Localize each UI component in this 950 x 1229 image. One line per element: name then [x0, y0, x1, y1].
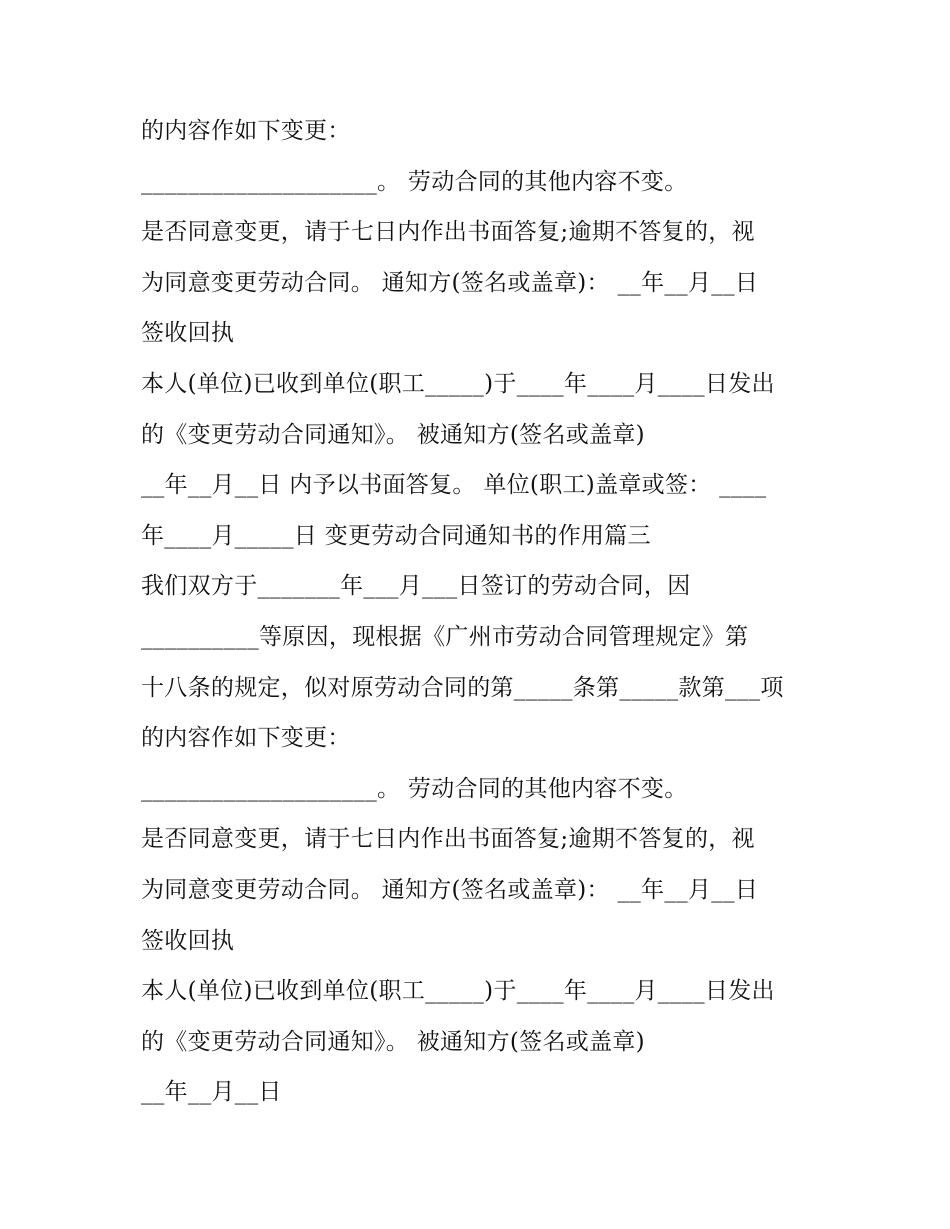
text-line: 的《变更劳动合同通知》。 被通知方(签名或盖章) — [141, 421, 645, 448]
text-line: 的《变更劳动合同通知》。 被通知方(签名或盖章) — [141, 1028, 645, 1055]
text-line: 签收回执 — [141, 320, 235, 347]
section-heading-line: 年____月_____日 变更劳动合同通知书的作用篇三 — [141, 522, 651, 549]
text-line: ____________________。 劳动合同的其他内容不变。 — [141, 775, 688, 802]
text-line: __年__月__日 — [141, 1079, 282, 1106]
text-line: 我们双方于_______年___月___日签订的劳动合同，因 — [141, 573, 691, 600]
text-line: 是否同意变更，请于七日内作出书面答复;逾期不答复的，视 — [141, 826, 755, 853]
document-body — [141, 106, 821, 1118]
text-line: 为同意变更劳动合同。 通知方(签名或盖章)： __年__月__日 — [141, 269, 759, 296]
text-line: __________等原因，现根据《广州市劳动合同管理规定》第 — [141, 623, 749, 650]
text-line: 的内容作如下变更： — [141, 725, 351, 752]
text-line: 签收回执 — [141, 927, 235, 954]
text-line: 本人(单位)已收到单位(职工_____)于____年____月____日发出 — [141, 978, 775, 1005]
text-line: 本人(单位)已收到单位(职工_____)于____年____月____日发出 — [141, 370, 775, 397]
text-line: 是否同意变更，请于七日内作出书面答复;逾期不答复的，视 — [141, 219, 755, 246]
text-line: 为同意变更劳动合同。 通知方(签名或盖章)： __年__月__日 — [141, 876, 759, 903]
text-line: 的内容作如下变更： — [141, 118, 351, 144]
text-line: ____________________。 劳动合同的其他内容不变。 — [141, 168, 688, 195]
text-line: __年__月__日 内予以书面答复。 单位(职工)盖章或签： ____ — [141, 472, 767, 499]
text-line: 十八条的规定，似对原劳动合同的第_____条第_____款第___项 — [141, 674, 784, 701]
